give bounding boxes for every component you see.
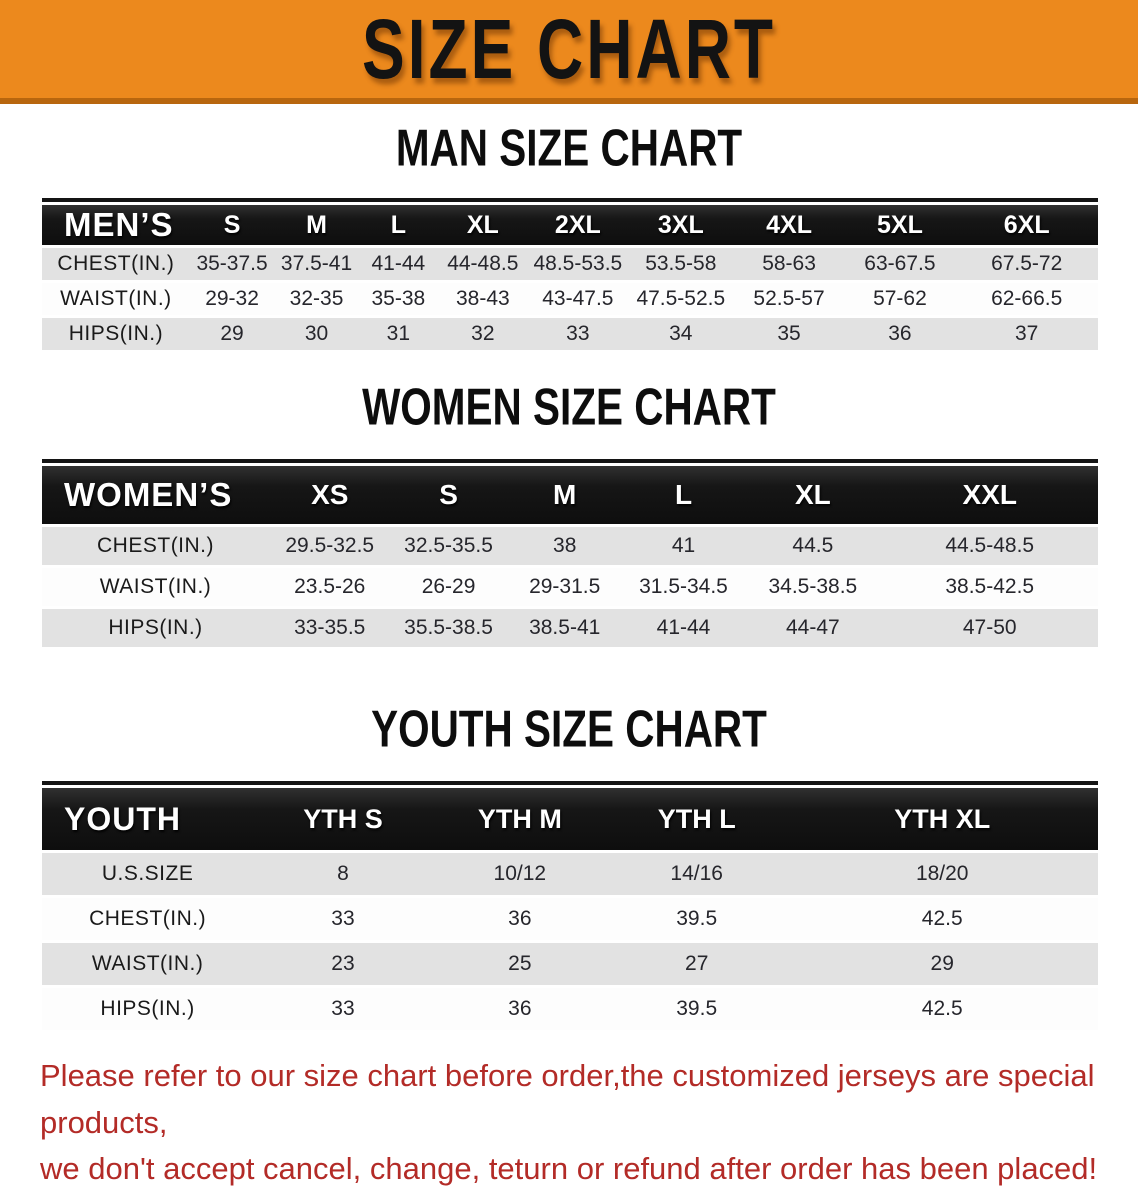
table-cell: 47.5-52.5 [628,283,734,315]
table-cell: 34.5-38.5 [744,568,881,606]
table-cell: 58-63 [734,248,845,280]
column-header: S [190,205,274,245]
table-row [42,853,1098,895]
table-cell: 38 [507,527,623,565]
column-header: XS [269,466,390,524]
table-row [42,568,1098,606]
row-label: U.S.SIZE [42,853,253,895]
column-header: L [623,466,744,524]
table-cell: 39.5 [607,988,787,1030]
table-cell: 47-50 [881,609,1098,647]
women-group-label: WOMEN’S [42,466,269,524]
table-cell: 33 [253,988,433,1030]
table-cell: 41 [623,527,744,565]
table-cell: 67.5-72 [955,248,1098,280]
row-label: CHEST(IN.) [42,527,269,565]
table-cell: 36 [844,318,955,350]
table-row [42,318,1098,350]
youth-group-label: YOUTH [42,788,253,850]
disclaimer-line-2: we don't accept cancel, change, teturn or refund after order has been placed! [40,1151,1098,1186]
table-cell: 29 [786,943,1098,985]
table-cell: 44.5 [744,527,881,565]
table-cell: 31.5-34.5 [623,568,744,606]
table-cell: 38.5-42.5 [881,568,1098,606]
table-cell: 33 [253,898,433,940]
table-row [42,283,1098,315]
table-cell: 33 [528,318,628,350]
table-cell: 36 [433,988,607,1030]
table-cell: 31 [359,318,438,350]
table-cell: 42.5 [786,898,1098,940]
table-cell: 53.5-58 [628,248,734,280]
column-header: 5XL [844,205,955,245]
column-header: XXL [881,466,1098,524]
table-row [42,248,1098,280]
row-label: WAIST(IN.) [42,943,253,985]
table-cell: 42.5 [786,988,1098,1030]
women-header-row [42,466,1098,524]
table-cell: 48.5-53.5 [528,248,628,280]
table-cell: 38-43 [438,283,528,315]
table-cell: 26-29 [390,568,506,606]
table-row [42,609,1098,647]
youth-size-chart-heading: YOUTH SIZE CHART [371,700,767,759]
table-cell: 29-31.5 [507,568,623,606]
row-label: HIPS(IN.) [42,609,269,647]
table-cell: 32.5-35.5 [390,527,506,565]
disclaimer-line-1: Please refer to our size chart before order,the customized jerseys are special products, [40,1058,1095,1140]
table-cell: 43-47.5 [528,283,628,315]
table-cell: 37 [955,318,1098,350]
table-cell: 62-66.5 [955,283,1098,315]
table-cell: 39.5 [607,898,787,940]
column-header: YTH M [433,788,607,850]
column-header: YTH L [607,788,787,850]
table-cell: 33-35.5 [269,609,390,647]
women-size-chart-heading: WOMEN SIZE CHART [362,378,776,437]
table-cell: 35.5-38.5 [390,609,506,647]
men-size-table-wrap [42,198,1098,353]
table-cell: 38.5-41 [507,609,623,647]
youth-header-row [42,788,1098,850]
table-cell: 41-44 [359,248,438,280]
table-cell: 10/12 [433,853,607,895]
column-header: M [507,466,623,524]
man-size-chart-heading: MAN SIZE CHART [395,119,743,178]
table-cell: 8 [253,853,433,895]
table-cell: 30 [274,318,358,350]
column-header: YTH S [253,788,433,850]
table-row [42,943,1098,985]
table-cell: 32-35 [274,283,358,315]
column-header: M [274,205,358,245]
table-cell: 32 [438,318,528,350]
table-cell: 34 [628,318,734,350]
table-cell: 14/16 [607,853,787,895]
column-header: 3XL [628,205,734,245]
row-label: WAIST(IN.) [42,568,269,606]
youth-size-table [42,781,1098,1033]
table-cell: 63-67.5 [844,248,955,280]
table-cell: 18/20 [786,853,1098,895]
table-cell: 35-38 [359,283,438,315]
table-cell: 29.5-32.5 [269,527,390,565]
men-group-label: MEN’S [42,205,190,245]
column-header: 2XL [528,205,628,245]
row-label: WAIST(IN.) [42,283,190,315]
youth-size-table-wrap [42,781,1098,1033]
row-label: CHEST(IN.) [42,248,190,280]
table-cell: 44-47 [744,609,881,647]
table-cell: 57-62 [844,283,955,315]
table-row [42,988,1098,1030]
banner-title: SIZE CHART [362,1,776,97]
table-cell: 44-48.5 [438,248,528,280]
column-header: XL [744,466,881,524]
column-header: 6XL [955,205,1098,245]
column-header: S [390,466,506,524]
row-label: HIPS(IN.) [42,988,253,1030]
table-cell: 36 [433,898,607,940]
table-cell: 29 [190,318,274,350]
women-size-table-wrap [42,459,1098,650]
table-cell: 35-37.5 [190,248,274,280]
row-label: HIPS(IN.) [42,318,190,350]
column-header: 4XL [734,205,845,245]
column-header: YTH XL [786,788,1098,850]
table-row [42,898,1098,940]
table-cell: 23 [253,943,433,985]
table-cell: 37.5-41 [274,248,358,280]
table-cell: 44.5-48.5 [881,527,1098,565]
column-header: XL [438,205,528,245]
men-header-row [42,205,1098,245]
men-size-table [42,198,1098,353]
size-chart-banner [0,0,1138,104]
table-cell: 23.5-26 [269,568,390,606]
disclaimer-note [40,1053,1138,1193]
table-cell: 25 [433,943,607,985]
women-size-table [42,459,1098,650]
table-row [42,527,1098,565]
column-header: L [359,205,438,245]
table-cell: 52.5-57 [734,283,845,315]
table-cell: 29-32 [190,283,274,315]
table-cell: 27 [607,943,787,985]
row-label: CHEST(IN.) [42,898,253,940]
table-cell: 35 [734,318,845,350]
table-cell: 41-44 [623,609,744,647]
